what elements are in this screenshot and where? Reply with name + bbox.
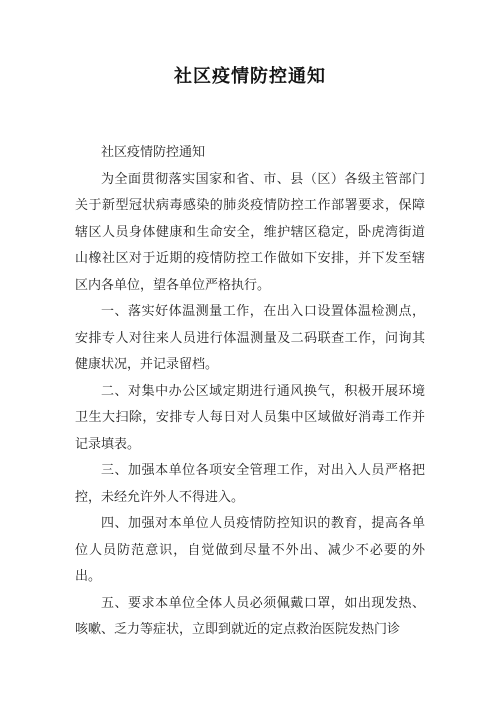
paragraph-item-5: 五、要求本单位全体人员必须佩戴口罩，如出现发热、咳嗽、乏力等症状，立即到就近的定点救治医院发热门诊 <box>75 595 425 637</box>
paragraph-intro: 为全面贯彻落实国家和省、市、县（区）各级主管部门关于新型冠状病毒感染的肺炎疫情防控工作部署要求，保障辖区人员身体健康和生命安全，维护辖区稳定，卧虎湾街道山橡社区对于近期的疫情防控工作做如下安排，并下发至辖区内各单位，望各单位严格执行。 <box>75 171 425 293</box>
document-subtitle: 社区疫情防控通知 <box>101 145 206 160</box>
paragraph-item-4: 四、加强对本单位人员疫情防控知识的教育，提高各单位人员防范意识，自觉做到尽量不外出、减少不必要的外出。 <box>75 516 425 584</box>
document-body <box>75 140 425 644</box>
paragraph-item-1: 一、落实好体温测量工作，在出入口设置体温检测点，安排专人对往来人员进行体温测量及二码联查工作，问询其健康状况，并记录留档。 <box>75 304 425 372</box>
document-title: 社区疫情防控通知 <box>174 66 326 87</box>
paragraph-item-2: 二、对集中办公区域定期进行通风换气，积极开展环境卫生大扫除，安排专人每日对人员集中区域做好消毒工作并记录填表。 <box>75 383 425 452</box>
paragraph-item-3: 三、加强本单位各项安全管理工作，对出入人员严格把控，未经允许外人不得进入。 <box>75 463 425 505</box>
